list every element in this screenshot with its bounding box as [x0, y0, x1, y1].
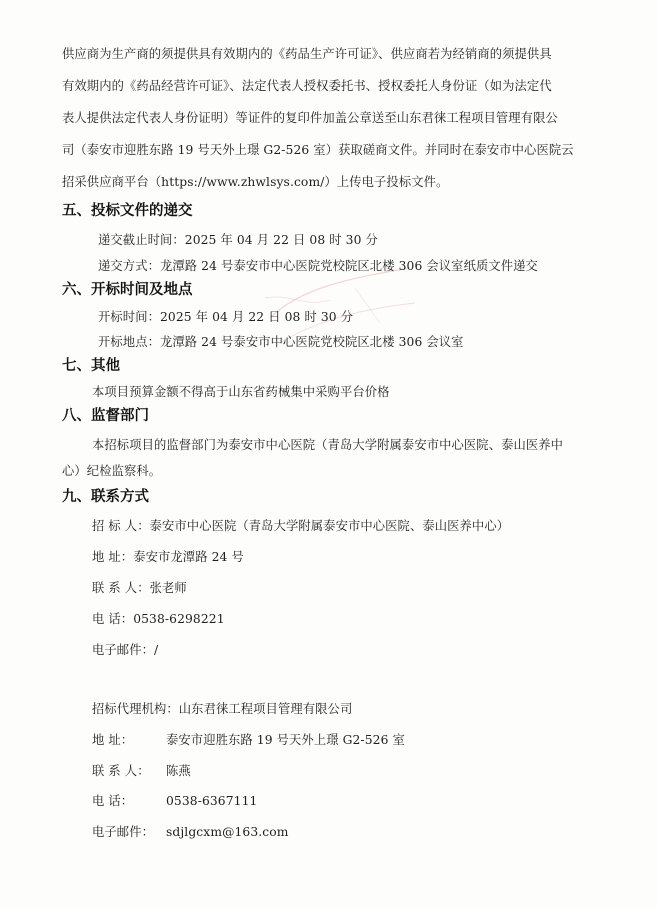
agency-address-label: 地 址：	[92, 733, 134, 747]
tenderer-phone	[92, 611, 225, 627]
agency-address	[92, 732, 405, 748]
supervision-line-2: 心）纪检监察科。	[62, 464, 162, 478]
intro-line-3: 表人提供法定代表人身份证明）等证件的复印件加盖公章送至山东君徕工程项目管理有限公	[62, 111, 558, 125]
opening-time: 开标时间：2025 年 04 月 22 日 08 时 30 分	[98, 310, 354, 324]
tenderer-org-label: 招 标 人：	[92, 519, 150, 533]
tenderer-address-value: 泰安市龙潭路 24 号	[133, 550, 244, 564]
tenderer-address	[92, 549, 244, 565]
intro-line-2: 有效期内的《药品经营许可证》、法定代表人授权委托书、授权委托人身份证（如为法定代	[62, 79, 552, 93]
tenderer-email-label: 电子邮件：	[92, 643, 154, 657]
tenderer-contact-label: 联 系 人：	[92, 581, 150, 595]
agency-org-label: 招标代理机构：	[92, 702, 179, 716]
tenderer-contact-value: 张老师	[149, 581, 187, 595]
tenderer-phone-label: 电 话：	[92, 612, 134, 626]
supervision-line-1: 本招标项目的监督部门为泰安市中心医院（青岛大学附属泰安市中心医院、泰山医养中	[92, 438, 564, 452]
opening-place: 开标地点：龙潭路 24 号泰安市中心医院党校院区北楼 306 会议室	[98, 335, 464, 349]
tenderer-phone-value: 0538-6298221	[133, 612, 225, 626]
agency-phone	[92, 793, 257, 809]
tenderer-org	[92, 518, 509, 534]
tenderer-address-label: 地 址：	[92, 550, 134, 564]
submission-deadline: 递交截止时间：2025 年 04 月 22 日 08 时 30 分	[98, 233, 378, 247]
agency-email-value: sdjlgcxm@163.com	[166, 825, 289, 839]
section-7-title: 七、其他	[62, 358, 120, 374]
agency-phone-label: 电 话：	[92, 794, 134, 808]
submission-method: 递交方式：龙潭路 24 号泰安市中心医院党校院区北楼 306 会议室纸质文件递交	[98, 259, 538, 273]
intro-line-1: 供应商为生产商的须提供具有效期内的《药品生产许可证》、供应商若为经销商的须提供具	[62, 47, 552, 61]
section-5-title: 五、投标文件的递交	[62, 203, 193, 219]
tenderer-email	[92, 642, 158, 658]
intro-line-5: 招采供应商平台（https://www.zhwlsys.com/）上传电子投标文件。	[62, 175, 449, 189]
agency-contact-value: 陈燕	[166, 764, 191, 778]
agency-org-value: 山东君徕工程项目管理有限公司	[178, 702, 353, 716]
section-8-title: 八、监督部门	[62, 408, 149, 424]
section-9-title: 九、联系方式	[62, 489, 149, 505]
agency-phone-value: 0538-6367111	[166, 794, 258, 808]
agency-email-label: 电子邮件：	[92, 825, 154, 839]
section-6-title: 六、开标时间及地点	[62, 282, 193, 298]
tenderer-org-value: 泰安市中心医院（青岛大学附属泰安市中心医院、泰山医养中心）	[149, 519, 510, 533]
intro-line-4: 司（泰安市迎胜东路 19 号天外上璟 G2-526 室）获取磋商文件。并同时在泰安市中心医院云	[62, 143, 574, 157]
other-note: 本项目预算金额不得高于山东省药械集中采购平台价格	[92, 385, 390, 399]
agency-address-value: 泰安市迎胜东路 19 号天外上璟 G2-526 室	[166, 733, 405, 747]
tenderer-contact	[92, 580, 187, 596]
agency-contact	[92, 763, 191, 779]
agency-email	[92, 824, 289, 840]
tenderer-email-value: /	[154, 643, 159, 657]
agency-contact-label: 联 系 人：	[92, 764, 150, 778]
agency-org	[92, 701, 352, 717]
